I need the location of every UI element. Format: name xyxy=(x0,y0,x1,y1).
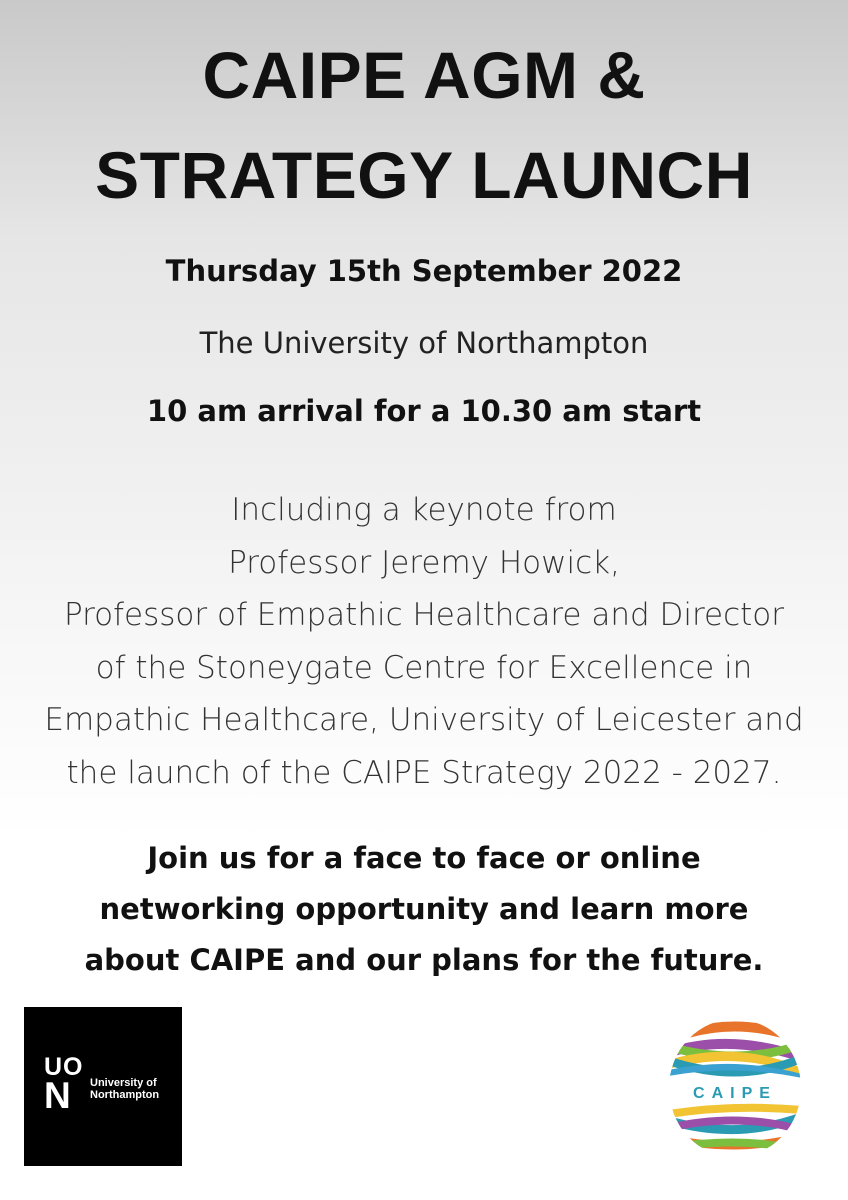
caipe-logo-text: CAIPE xyxy=(693,1085,777,1102)
uon-mark xyxy=(44,1053,84,1116)
description-line: the launch of the CAIPE Strategy 2022 - 2027. xyxy=(66,754,782,791)
event-date: Thursday 15th September 2022 xyxy=(165,254,683,288)
title-line-2: STRATEGY LAUNCH xyxy=(95,138,753,212)
university-of-northampton-logo xyxy=(24,1007,182,1166)
invitation-text xyxy=(20,833,828,986)
description-line: Professor Jeremy Howick, xyxy=(228,544,620,581)
keynote-description xyxy=(20,484,828,799)
invitation-line: about CAIPE and our plans for the future. xyxy=(84,943,764,977)
event-time: 10 am arrival for a 10.30 am start xyxy=(146,394,702,428)
invitation-line: Join us for a face to face or online xyxy=(147,841,701,875)
uon-wordmark xyxy=(90,1077,159,1101)
caipe-logo xyxy=(668,1018,802,1158)
uon-mark-top: UO xyxy=(44,1053,84,1081)
event-venue: The University of Northampton xyxy=(199,326,649,360)
uon-wordmark-line2: Northampton xyxy=(90,1089,160,1101)
description-line: of the Stoneygate Centre for Excellence in xyxy=(95,649,753,686)
description-line: Empathic Healthcare, University of Leicester and xyxy=(44,702,804,738)
invitation-line: networking opportunity and learn more xyxy=(99,892,749,926)
uon-mark-bottom: N xyxy=(44,1075,71,1116)
description-line: Professor of Empathic Healthcare and Director xyxy=(63,597,785,633)
title-line-1: CAIPE AGM & xyxy=(202,38,646,112)
uon-wordmark-line1: University of xyxy=(90,1077,157,1089)
description-line: Including a keynote from xyxy=(231,492,617,528)
